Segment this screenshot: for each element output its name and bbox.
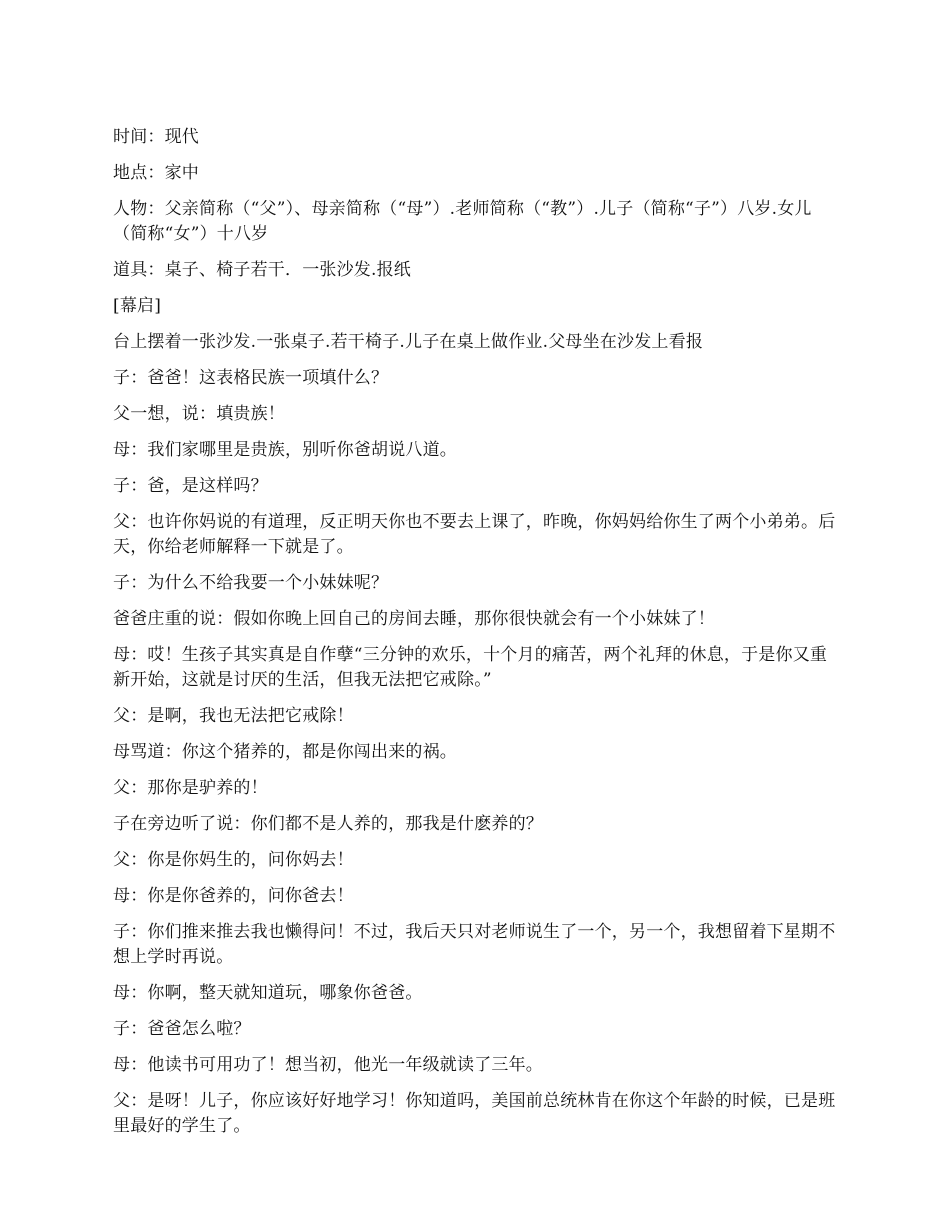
dialogue-line: 母：他读书可用功了！想当初，他光一年级就读了三年。 bbox=[113, 1055, 543, 1075]
paragraph-characters: 人物：父亲简称（“父”）、母亲简称（“母”）.老师简称（“教”）.儿子（简称“子”）八岁.女儿（简称“女”）十八岁 bbox=[113, 199, 812, 244]
dialogue-line: 父：是啊，我也无法把它戒除！ bbox=[113, 706, 354, 726]
paragraph-time: 时间：现代 bbox=[113, 127, 199, 147]
paragraph-props: 道具：桌子、椅子若干．一张沙发.报纸 bbox=[113, 260, 412, 280]
dialogue-line: 母：哎！生孩子其实真是自作孽“三分钟的欢乐，十个月的痛苦，两个礼拜的休息，于是你又重新开始，这就是讨厌的生活，但我无法把它戒除。” bbox=[113, 645, 828, 690]
dialogue-line: 父：那你是驴养的！ bbox=[113, 778, 268, 798]
paragraph-place: 地点：家中 bbox=[113, 163, 199, 183]
dialogue-line: 子：爸，是这样吗？ bbox=[113, 476, 268, 496]
dialogue-line: 子：为什么不给我要一个小妹妹呢？ bbox=[113, 573, 389, 593]
paragraph-curtain-open: [幕启] bbox=[113, 296, 162, 316]
dialogue-line: 母：你是你爸养的，问你爸去！ bbox=[113, 886, 354, 906]
dialogue-line: 父：你是你妈生的，问你妈去！ bbox=[113, 850, 354, 870]
dialogue-line: 爸爸庄重的说：假如你晚上回自己的房间去睡，那你很快就会有一个小妹妹了！ bbox=[113, 609, 715, 629]
dialogue-line: 父：也许你妈说的有道理，反正明天你也不要去上课了，昨晚，你妈妈给你生了两个小弟弟。后天，你给老师解释一下就是了。 bbox=[113, 512, 836, 557]
dialogue-line: 子：你们推来推去我也懒得问！不过，我后天只对老师说生了一个，另一个，我想留着下星期不想上学时再说。 bbox=[113, 922, 836, 967]
dialogue-line: 母：你啊，整天就知道玩，哪象你爸爸。 bbox=[113, 983, 423, 1003]
document-page bbox=[113, 125, 843, 1150]
dialogue-line: 父一想，说：填贵族！ bbox=[113, 404, 285, 424]
dialogue-line: 子在旁边听了说：你们都不是人养的，那我是什麽养的？ bbox=[113, 814, 543, 834]
paragraph-stage-direction: 台上摆着一张沙发.一张桌子.若干椅子.儿子在桌上做作业.父母坐在沙发上看报 bbox=[113, 332, 704, 352]
dialogue-line: 母：我们家哪里是贵族，别听你爸胡说八道。 bbox=[113, 440, 457, 460]
dialogue-line: 子：爸爸！这表格民族一项填什么？ bbox=[113, 368, 389, 388]
dialogue-line: 子：爸爸怎么啦？ bbox=[113, 1019, 251, 1039]
dialogue-line: 父：是呀！儿子，你应该好好地学习！你知道吗，美国前总统林肯在你这个年龄的时候，已是班里最好的学生了。 bbox=[113, 1091, 836, 1136]
dialogue-line: 母骂道：你这个猪养的，都是你闯出来的祸。 bbox=[113, 742, 457, 762]
